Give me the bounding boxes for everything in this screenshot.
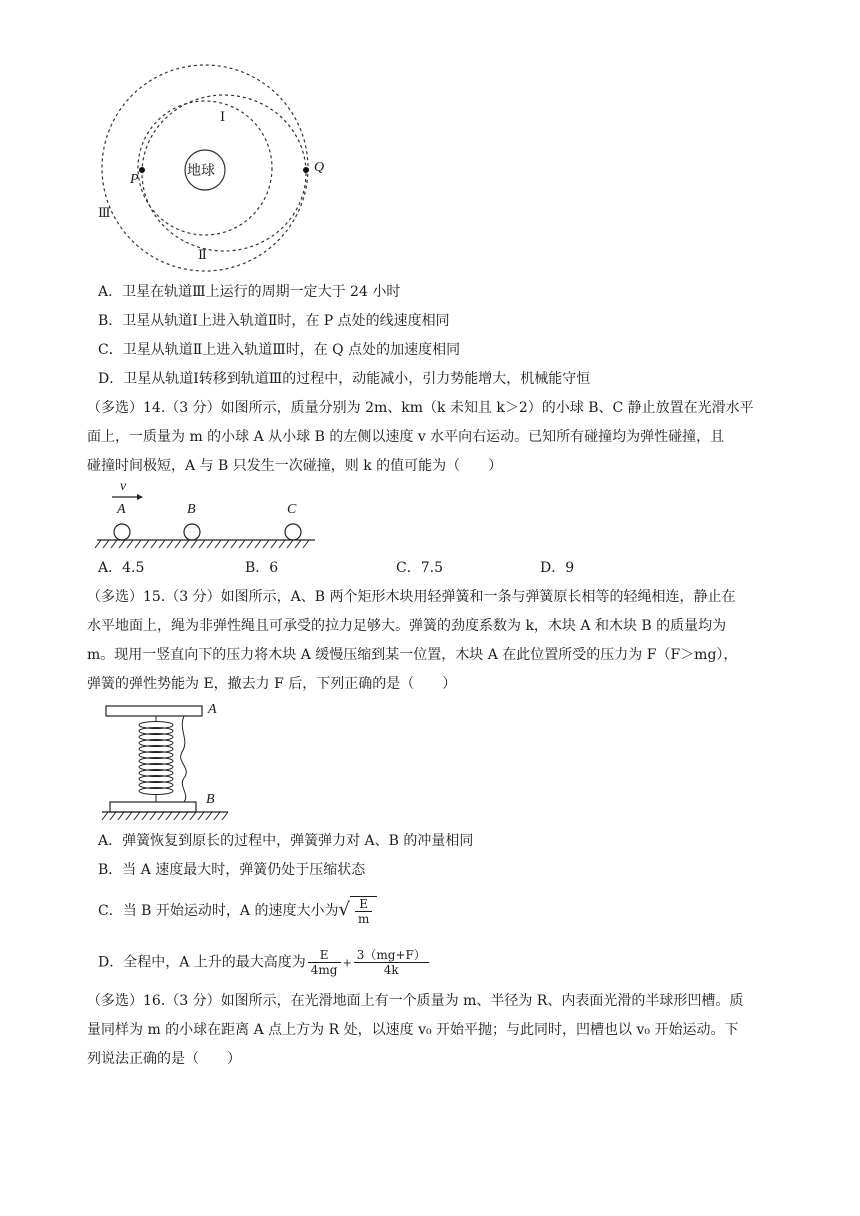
q14-ball-c-label: C	[287, 502, 297, 517]
q15-d-frac2-num: 3（mg+F）	[354, 948, 429, 963]
q14-stem-line-1: （多选）14.（3 分）如图所示，质量分别为 2m、km（k 未知且 k＞2）的小球 B、C 静止放置在光滑水平	[87, 400, 754, 416]
q14-option-c[interactable]: C．7.5	[396, 560, 443, 576]
q15-stem-line-1: （多选）15.（3 分）如图所示，A、B 两个矩形木块用轻弹簧和一条与弹簧原长相等的轻绳相连，静止在	[87, 589, 736, 605]
q15-stem-line-2: 水平地面上，绳为非弹性绳且可承受的拉力足够大。弹簧的劲度系数为 k，木块 A 和木块 B 的质量均为	[87, 618, 727, 634]
q15-spring-diagram	[98, 700, 238, 825]
point-p-label: P	[130, 172, 139, 187]
q15-stem-line-3: m。现用一竖直向下的压力将木块 A 缓慢压缩到某一位置，木块 A 在此位置所受的压力为 F（F＞mg），	[87, 647, 738, 663]
orbit-figure	[90, 60, 330, 280]
q15-block-b-label: B	[206, 792, 215, 807]
plus-sign: +	[342, 956, 352, 970]
q15-option-c-text: C．当 B 开始运动时，A 的速度大小为	[98, 903, 339, 919]
q15-d-frac2-den: 4k	[383, 963, 399, 977]
q14-option-a[interactable]: A．4.5	[98, 560, 145, 576]
q15-option-a[interactable]: A．弹簧恢复到原长的过程中，弹簧弹力对 A、B 的冲量相同	[98, 833, 474, 849]
q15-option-d[interactable]	[98, 948, 431, 977]
earth-label: 地球	[187, 163, 215, 179]
q15-d-frac1-num: E	[308, 948, 341, 963]
q14-stem-line-2: 面上，一质量为 m 的小球 A 从小球 B 的左侧以速度 v 水平向右运动。已知所有碰撞均为弹性碰撞，且	[87, 429, 725, 445]
orbit-2-label: Ⅱ	[198, 248, 207, 263]
orbit-3-label: Ⅲ	[98, 206, 111, 221]
q15-option-c[interactable]	[98, 896, 377, 926]
q15-option-d-text: D．全程中，A 上升的最大高度为	[98, 954, 306, 971]
q16-stem-line-1: （多选）16.（3 分）如图所示，在光滑地面上有一个质量为 m、半径为 R、内表面光滑的半球形凹槽。质	[87, 993, 744, 1009]
q14-ball-b-label: B	[187, 502, 196, 517]
q13-option-b[interactable]: B．卫星从轨道Ⅰ上进入轨道Ⅱ时，在 P 点处的线速度相同	[98, 313, 450, 329]
q15-figure	[98, 700, 238, 825]
q14-figure	[95, 479, 320, 552]
q13-option-a[interactable]: A．卫星在轨道Ⅲ上运行的周期一定大于 24 小时	[98, 284, 401, 300]
q16-stem-line-2: 量同样为 m 的小球在距离 A 点上方为 R 处，以速度 v₀ 开始平抛；与此同时，凹槽也以 v₀ 开始运动。下	[87, 1022, 739, 1038]
q14-option-b[interactable]: B．6	[245, 560, 279, 576]
fraction-e-over-4mg	[308, 948, 341, 977]
q16-stem-line-3: 列说法正确的是（ ）	[87, 1051, 241, 1067]
q13-option-d[interactable]: D．卫星从轨道Ⅰ转移到轨道Ⅲ的过程中，动能减小，引力势能增大，机械能守恒	[98, 371, 591, 387]
q15-d-frac1-den: 4mg	[310, 963, 338, 977]
q15-block-a-label: A	[208, 702, 217, 717]
q14-stem-line-3: 碰撞时间极短，A 与 B 只发生一次碰撞，则 k 的值可能为（ ）	[87, 458, 503, 474]
q15-option-b[interactable]: B．当 A 速度最大时，弹簧仍处于压缩状态	[98, 862, 366, 878]
q14-velocity-label: v	[120, 479, 127, 494]
fraction-mg-f-over-4k	[354, 948, 429, 977]
point-q-label: Q	[314, 160, 325, 175]
q15-stem-line-4: 弹簧的弹性势能为 E，撤去力 F 后，下列正确的是（ ）	[87, 676, 457, 692]
q14-ball-a-label: A	[117, 502, 126, 517]
q15-c-denominator: m	[357, 912, 370, 926]
q14-option-d[interactable]: D．9	[540, 560, 575, 576]
orbit-1-label: Ⅰ	[220, 110, 226, 125]
q13-option-c[interactable]: C．卫星从轨道Ⅱ上进入轨道Ⅲ时，在 Q 点处的加速度相同	[98, 342, 461, 358]
sqrt-expression: √ $\frac{E}{m}$	[338, 896, 377, 926]
q15-c-numerator: E	[355, 897, 372, 912]
